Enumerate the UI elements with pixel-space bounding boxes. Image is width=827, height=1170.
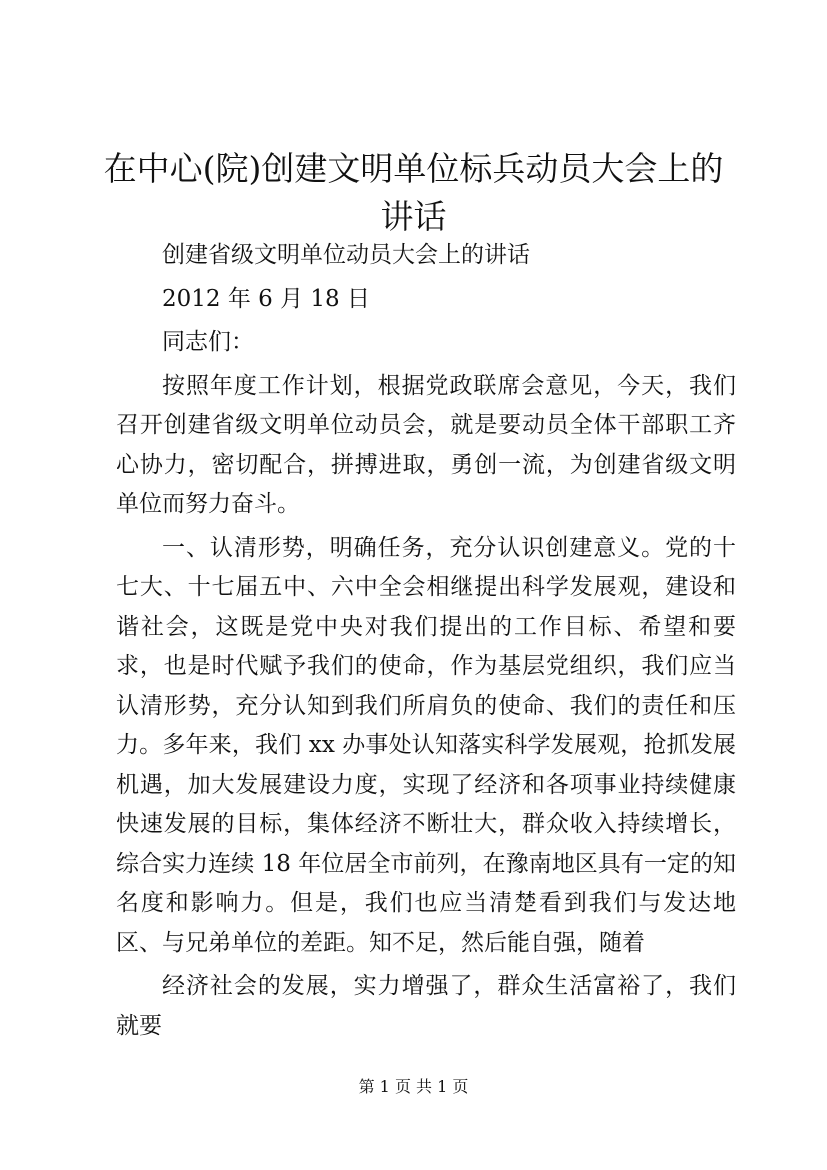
paragraph-section-one: 一、认清形势，明确任务，充分认识创建意义。党的十七大、十七届五中、六中全会相继提出科学发展观，建设和谐社会，这既是党中央对我们提出的工作目标、希望和要求，也是时代赋予我们的使命，作为基层党组织，我们应当认清形势，充分认知到我们所肩负的使命、我们的责任和压力。多年来，我们 xx 办事处认知落实科学发展观，抢抓发展机遇，加大发展建设力度，实现了经济和各项事业持续健康快速发展的目标，集体经济不断壮大，群众收入持续增长，综合实力连续 18 年位居全市前列，在豫南地区具有一定的知名度和影响力。但是，我们也应当清楚看到我们与发达地区、与兄弟单位的差距。知不足，然后能自强，随着	[116, 534, 736, 956]
page-footer: 第 1 页 共 1 页	[358, 1077, 469, 1096]
document-body	[116, 236, 736, 1046]
paragraph-intro: 按照年度工作计划，根据党政联席会意见，今天，我们召开创建省级文明单位动员会，就是要动员全体干部职工齐心协力，密切配合，拼搏进取，勇创一流，为创建省级文明单位而努力奋斗。	[116, 372, 736, 517]
salutation: 同志们：	[162, 329, 254, 355]
paragraph-continued: 经济社会的发展，实力增强了，群众生活富裕了，我们就要	[116, 973, 736, 1039]
document-title: 在中心(院)创建文明单位标兵动员大会上的讲话	[103, 149, 724, 236]
date-line: 2012 年 6 月 18 日	[162, 285, 370, 312]
subtitle: 创建省级文明单位动员大会上的讲话	[162, 242, 530, 268]
